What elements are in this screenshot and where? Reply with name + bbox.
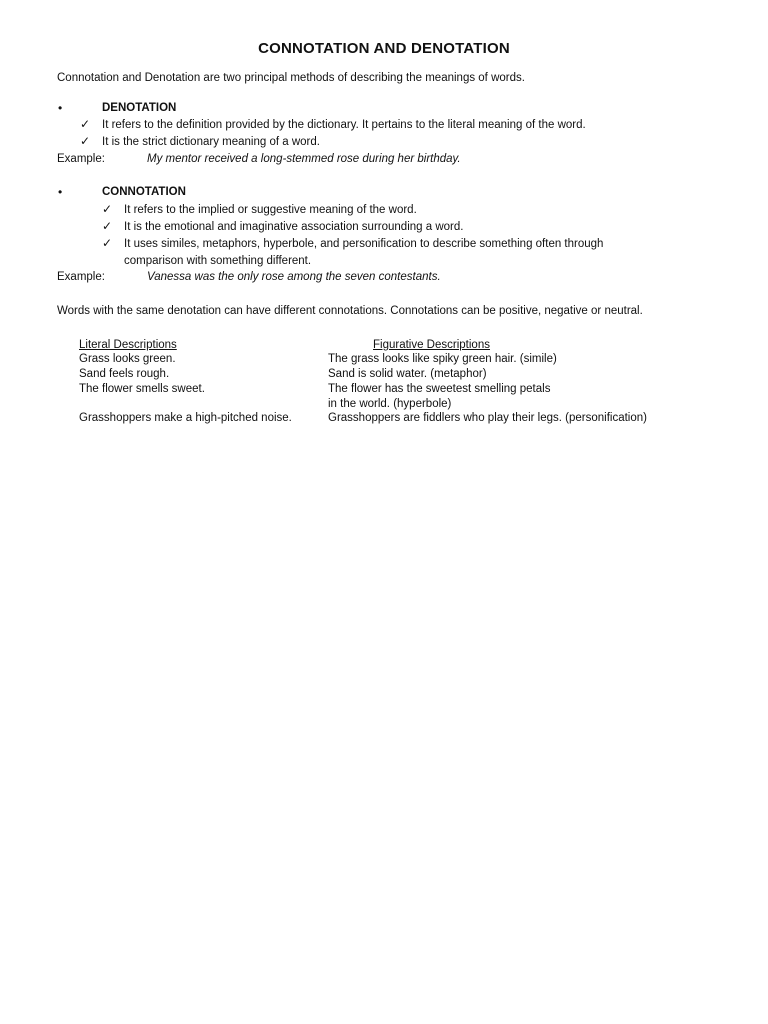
bullet-icon: • <box>58 185 63 199</box>
summary-paragraph: Words with the same denotation can have different connotations. Connotations can be positive, negative or neutral. <box>57 305 643 317</box>
bullet-icon: • <box>58 101 63 115</box>
literal-row: Sand feels rough. <box>79 368 170 380</box>
checkmark-icon: ✓ <box>102 219 113 233</box>
connotation-point-1: It refers to the implied or suggestive meaning of the word. <box>124 204 417 216</box>
connotation-example-text: Vanessa was the only rose among the seven contestants. <box>147 271 441 283</box>
connotation-example-label: Example: <box>57 271 105 283</box>
checkmark-icon: ✓ <box>102 236 113 250</box>
literal-row: The flower smells sweet. <box>79 383 205 395</box>
figurative-row: The flower has the sweetest smelling petals <box>328 383 551 395</box>
figurative-row-continuation: in the world. (hyperbole) <box>328 398 452 410</box>
figurative-row: The grass looks like spiky green hair. (simile) <box>328 353 557 365</box>
checkmark-icon: ✓ <box>80 134 91 148</box>
literal-row: Grasshoppers make a high-pitched noise. <box>79 412 292 424</box>
figurative-header: Figurative Descriptions <box>373 339 490 351</box>
connotation-point-2: It is the emotional and imaginative association surrounding a word. <box>124 221 464 233</box>
denotation-point-2: It is the strict dictionary meaning of a word. <box>102 136 320 148</box>
connotation-point-3: It uses similes, metaphors, hyperbole, and personification to describe something often through <box>124 238 604 250</box>
checkmark-icon: ✓ <box>80 117 91 131</box>
literal-row: Grass looks green. <box>79 353 176 365</box>
figurative-row: Sand is solid water. (metaphor) <box>328 368 487 380</box>
page-title: CONNOTATION AND DENOTATION <box>258 40 510 57</box>
connotation-point-3-continuation: comparison with something different. <box>124 255 312 267</box>
intro-paragraph: Connotation and Denotation are two principal methods of describing the meanings of words. <box>57 72 525 84</box>
denotation-heading: DENOTATION <box>102 102 177 114</box>
checkmark-icon: ✓ <box>102 202 113 216</box>
denotation-example-text: My mentor received a long-stemmed rose during her birthday. <box>147 153 461 165</box>
denotation-point-1: It refers to the definition provided by the dictionary. It pertains to the literal meaning of the word. <box>102 119 586 131</box>
literal-header: Literal Descriptions <box>79 339 177 351</box>
figurative-row: Grasshoppers are fiddlers who play their legs. (personification) <box>328 412 647 424</box>
connotation-heading: CONNOTATION <box>102 186 186 198</box>
denotation-example-label: Example: <box>57 153 105 165</box>
